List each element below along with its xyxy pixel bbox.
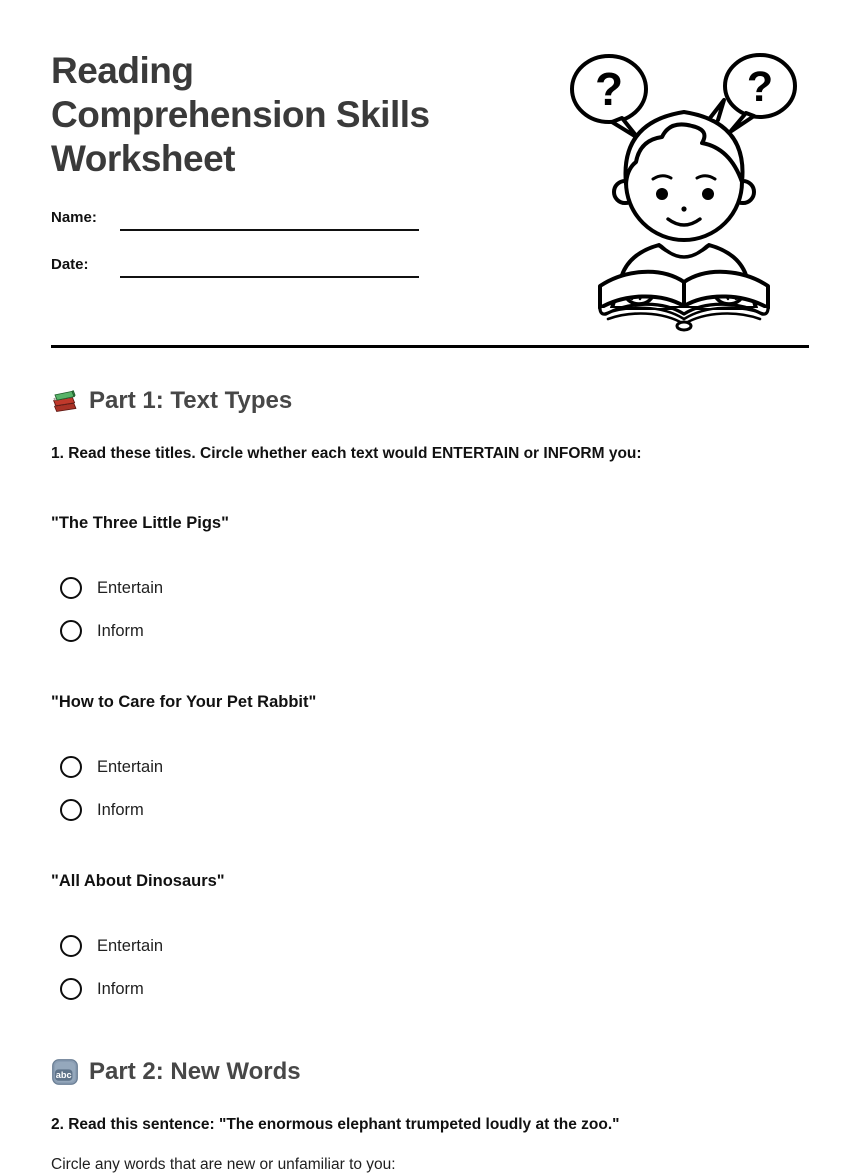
instruction-circle-words: Circle any words that are new or unfamiliar to you: xyxy=(51,1156,396,1173)
question-bubble-right xyxy=(725,55,795,132)
radio-label: Inform xyxy=(97,621,144,640)
radio-circle[interactable] xyxy=(60,577,82,599)
radio-label: Inform xyxy=(97,979,144,998)
section-part-1 xyxy=(51,385,809,1001)
section-part-2 xyxy=(51,1056,809,1175)
name-label: Name: xyxy=(51,209,97,226)
radio-label: Entertain xyxy=(97,757,164,776)
radio-option-inform-3[interactable] xyxy=(60,977,809,1001)
item-title-three-little-pigs: "The Three Little Pigs" xyxy=(51,514,229,532)
radio-option-inform-2[interactable] xyxy=(60,798,809,822)
page-title xyxy=(51,0,521,181)
title-line-3: Worksheet xyxy=(51,138,235,179)
radio-circle[interactable] xyxy=(60,978,82,1000)
title-line-1: Reading xyxy=(51,50,194,91)
item-title-dinosaurs: "All About Dinosaurs" xyxy=(51,872,225,890)
part-2-heading xyxy=(51,1056,809,1088)
radio-option-entertain-1[interactable] xyxy=(60,576,809,600)
radio-label: Inform xyxy=(97,800,144,819)
name-field-line[interactable] xyxy=(120,207,419,231)
radio-label: Entertain xyxy=(97,578,164,597)
radio-option-inform-1[interactable] xyxy=(60,619,809,643)
radio-circle[interactable] xyxy=(60,935,82,957)
radio-option-entertain-2[interactable] xyxy=(60,755,809,779)
item-title-pet-rabbit: "How to Care for Your Pet Rabbit" xyxy=(51,693,317,711)
books-icon xyxy=(51,387,79,415)
svg-text:abc: abc xyxy=(55,1070,72,1081)
boy-reading-illustration xyxy=(562,42,807,334)
radio-circle[interactable] xyxy=(60,620,82,642)
header xyxy=(51,0,809,278)
part-1-heading xyxy=(51,385,809,417)
radio-group-2 xyxy=(51,755,809,822)
abc-icon xyxy=(51,1058,79,1086)
question-2: 2. Read this sentence: "The enormous elephant trumpeted loudly at the zoo." xyxy=(51,1116,620,1133)
part-1-heading-text: Part 1: Text Types xyxy=(89,387,293,414)
question-bubble-left xyxy=(572,56,646,138)
svg-text:?: ? xyxy=(594,63,624,115)
question-1: 1. Read these titles. Circle whether each text would ENTERTAIN or INFORM you: xyxy=(51,445,642,462)
radio-circle[interactable] xyxy=(60,756,82,778)
title-line-2: Comprehension Skills xyxy=(51,94,430,135)
radio-circle[interactable] xyxy=(60,799,82,821)
radio-group-1 xyxy=(51,576,809,643)
radio-option-entertain-3[interactable] xyxy=(60,934,809,958)
svg-text:?: ? xyxy=(746,63,774,111)
date-label: Date: xyxy=(51,256,89,273)
radio-label: Entertain xyxy=(97,936,164,955)
date-field-line[interactable] xyxy=(120,254,419,278)
section-divider xyxy=(51,345,809,348)
part-2-heading-text: Part 2: New Words xyxy=(89,1058,301,1085)
radio-group-3 xyxy=(51,934,809,1001)
